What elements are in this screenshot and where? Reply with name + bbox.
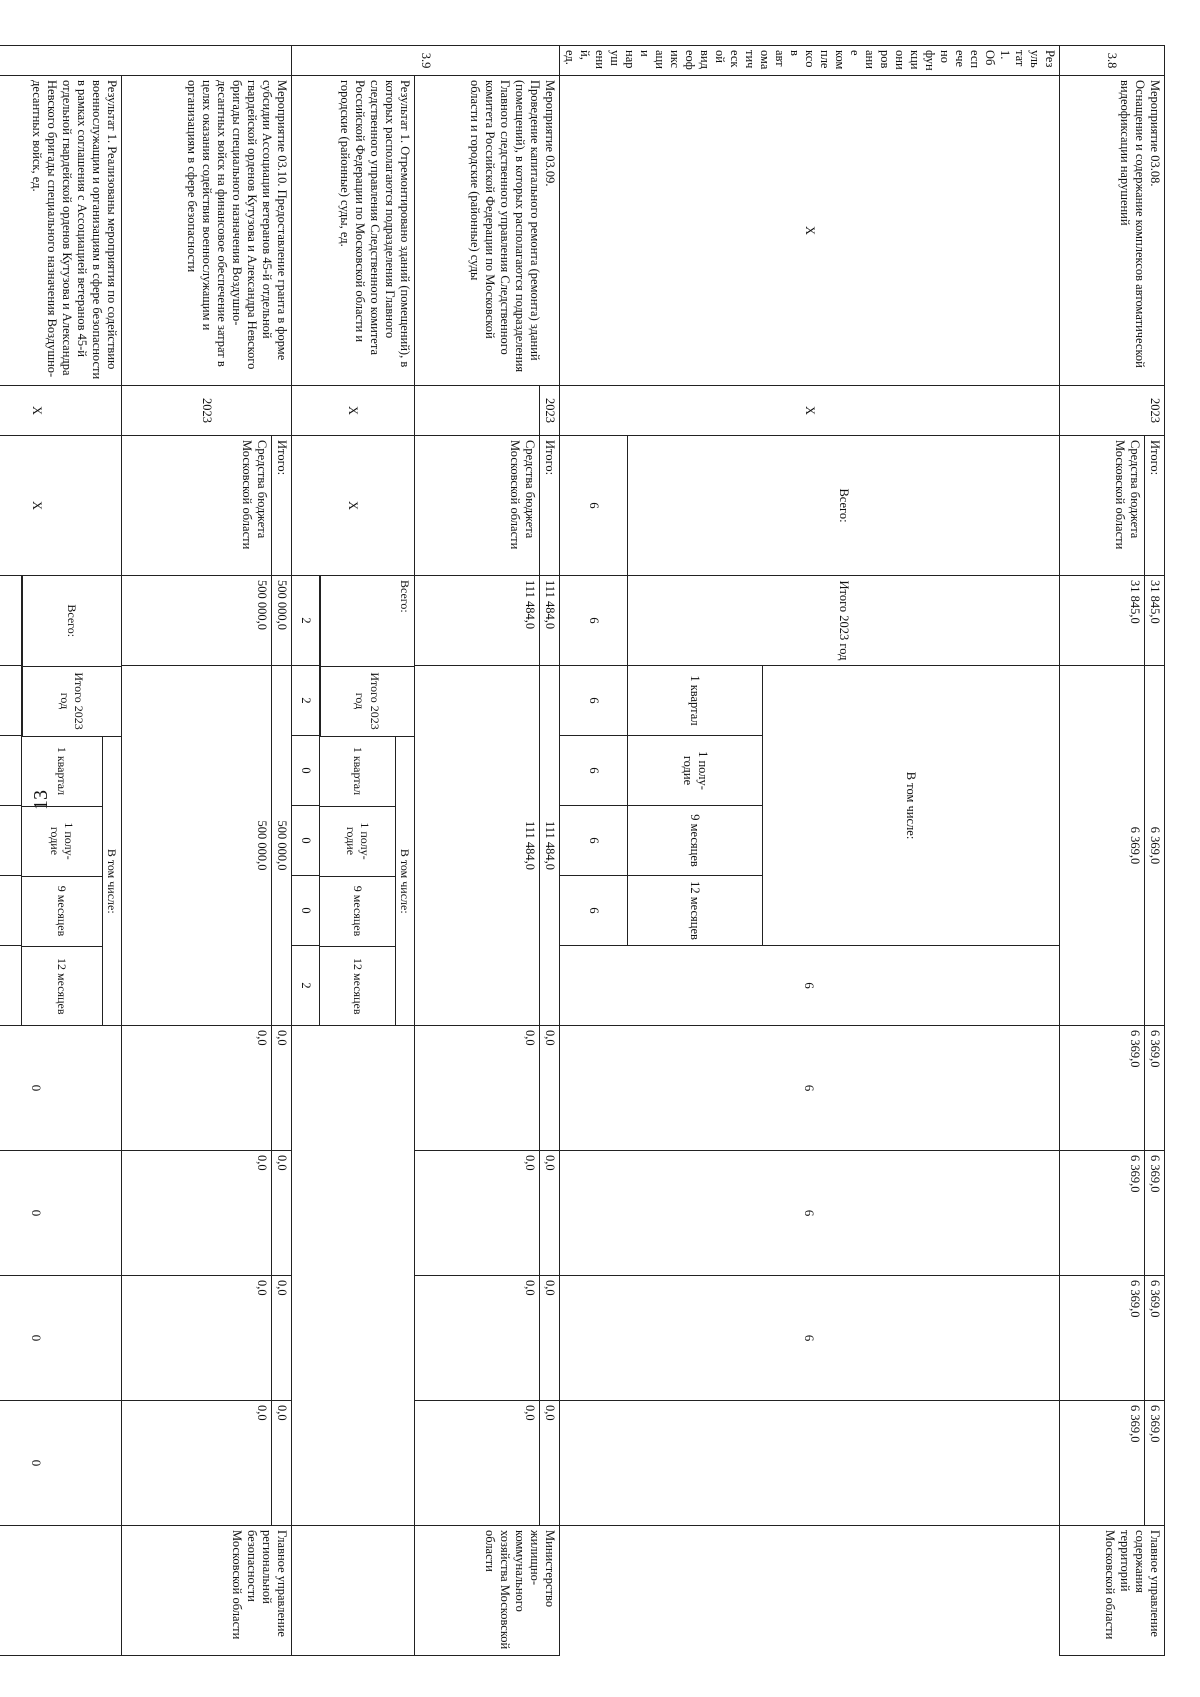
year-2024-value: 0,0 — [122, 1026, 272, 1151]
result-2027: 6 — [560, 1276, 1060, 1401]
year-2023-value: 500 000,0 — [122, 666, 272, 1026]
year-2024-value: 6 369,0 — [1145, 1026, 1165, 1151]
m9-label: 9 месяцев — [23, 876, 103, 946]
m9-label: 9 месяцев — [627, 806, 762, 876]
year-2027-value: 0,0 — [122, 1401, 272, 1526]
event-text: Мероприятие 03.10. Предоставление гранта в форме субсидии Ассоциации ветеранов 45-й отдельной гвардейской орденов Кутузова и Александра Невского бригады специального назначения Воздушно-десантных войск на финансовое обеспечение затрат в целях оказания содействия военнослужащим и организациям в сфере безопасности — [122, 76, 292, 386]
year-2026-value: 6 369,0 — [1145, 1276, 1165, 1401]
year-cell: 2023 — [122, 386, 292, 436]
result-h1 — [0, 806, 22, 876]
result-m9 — [0, 876, 22, 946]
year-2026-value: 6 369,0 — [1060, 1276, 1145, 1401]
q1-label: 1 квартал — [23, 736, 103, 806]
result-itogo: 6 — [560, 576, 628, 666]
executor-empty — [560, 1401, 1060, 1526]
total-value: 31 845,0 — [1145, 576, 1165, 666]
total-value: 111 484,0 — [415, 576, 540, 666]
year-2025-value: 6 369,0 — [1145, 1151, 1165, 1276]
total-value: 111 484,0 — [540, 576, 560, 666]
year-2024-value: 0,0 — [272, 1026, 292, 1151]
m12-label: 12 месяцев — [321, 946, 396, 1026]
result-itogo-label: Итого 2023 год — [23, 666, 122, 736]
result-x: X — [292, 436, 415, 576]
year-2023-value: 6 369,0 — [1060, 666, 1145, 1026]
result-2026: 0 — [0, 1276, 122, 1401]
result-subtable — [22, 576, 121, 1026]
year-cell: 2023 — [1060, 386, 1165, 436]
year-2026-value: 0,0 — [415, 1276, 540, 1401]
year-2026-value: 0,0 — [272, 1276, 292, 1401]
q1-label: 1 квартал — [627, 666, 762, 736]
result-m12 — [0, 946, 22, 1026]
year-2026-value: 0,0 — [540, 1276, 560, 1401]
total-value: 500 000,0 — [122, 576, 272, 666]
year-2025-value: 0,0 — [122, 1151, 272, 1276]
result-incl-label: В том числе: — [395, 736, 414, 1026]
result-x: X — [560, 76, 1060, 386]
executor: Министерство жилищно-коммунального хозяйства Московской области — [415, 1526, 560, 1656]
total-value: 500 000,0 — [272, 576, 292, 666]
result-all — [0, 576, 22, 666]
year-2023-value: 6 369,0 — [1145, 666, 1165, 1026]
result-breakdown — [320, 576, 415, 1026]
result-text: Результат 1. Отремонтировано зданий (помещений), в которых располагаются подразделения Главного следственного управления Следственного комитета Российской Федерации по Московской области и городские (районные) суды, ед. — [292, 76, 415, 386]
event-text: Мероприятие 03.09. Проведение капитального ремонта (ремонта) зданий (помещений), в которых располагаются подразделения Главного следственного управления Следственного комитета Российской Федерации по Московской области и городские (районные) суды — [415, 76, 560, 386]
total-label: Итого: — [272, 436, 292, 576]
year-2023-value: 111 484,0 — [540, 666, 560, 1026]
year-2025-value: 0,0 — [540, 1151, 560, 1276]
result-subtable — [320, 576, 414, 1026]
result-q1: 6 — [560, 666, 628, 736]
table-row — [22, 46, 122, 1656]
result-x: X — [0, 436, 122, 576]
result-breakdown — [22, 576, 122, 1026]
result-all-label: Всего: — [627, 436, 1059, 576]
total-value: 31 845,0 — [1060, 576, 1145, 666]
result-2027: 0 — [0, 1401, 122, 1526]
result-m9: 6 — [560, 806, 628, 876]
result-2025: 6 — [560, 1026, 1060, 1151]
row-number — [0, 46, 292, 76]
year-2027-value: 0,0 — [272, 1401, 292, 1526]
year-2026-value: 0,0 — [122, 1276, 272, 1401]
year-2023-value: 111 484,0 — [415, 666, 540, 1026]
table-row — [1145, 46, 1165, 1656]
total-label: Итого: — [540, 436, 560, 576]
result-h1: 0 — [292, 806, 320, 876]
funding-source: Средства бюджета Московской области — [1060, 436, 1145, 576]
table-row — [272, 46, 292, 1656]
result-m9: 0 — [292, 876, 320, 946]
executor-empty — [292, 1526, 415, 1656]
year-2025-value: 0,0 — [272, 1151, 292, 1276]
year-2025-value: 0,0 — [415, 1151, 540, 1276]
result-x: X — [560, 386, 1060, 436]
year-2024-value: 0,0 — [415, 1026, 540, 1151]
result-x: X — [292, 386, 415, 436]
year-cell: 2023 — [540, 386, 560, 436]
funding-source: Средства бюджета Московской области — [122, 436, 272, 576]
h1-label: 1 полу-годие — [321, 806, 396, 876]
year-2027-value: 6 369,0 — [1145, 1401, 1165, 1526]
year-2024-value: 0,0 — [540, 1026, 560, 1151]
result-2024: 0 — [0, 1026, 122, 1151]
result-2026: 6 — [560, 1151, 1060, 1276]
funding-source: Средства бюджета Московской области — [415, 436, 540, 576]
total-label: Итого: — [1145, 436, 1165, 576]
m9-label: 9 месяцев — [321, 876, 396, 946]
executor: Главное управление региональной безопасности Московской области — [122, 1526, 292, 1656]
result-itogo — [0, 666, 22, 736]
year-2024-value: 6 369,0 — [1060, 1026, 1145, 1151]
activities-table — [0, 45, 1165, 1656]
year-2025-value: 6 369,0 — [1060, 1151, 1145, 1276]
result-itogo: 2 — [292, 666, 320, 736]
result-all-label: Всего: — [23, 576, 122, 666]
result-q1: 0 — [292, 736, 320, 806]
row-number: 3.9 — [292, 46, 560, 76]
result-m12: 6 — [560, 876, 628, 946]
result-all: 2 — [292, 576, 320, 666]
result-incl-label: В том числе: — [102, 736, 121, 1026]
year-2023-value: 500 000,0 — [272, 666, 292, 1026]
result-text: Результат 1. Реализованы мероприятия по содействию военнослужащим и организациям в сфере безопасности в рамках соглашения с Ассоциацией ветеранов 45-й отдельной гвардейской орденов Кутузова и Александра Невского бригады специального назначения Воздушно-десантных войск, ед. — [0, 76, 122, 386]
result-empty — [292, 1026, 415, 1526]
h1-label: 1 полу-годие — [23, 806, 103, 876]
result-all: 6 — [560, 436, 628, 576]
year-2027-value: 0,0 — [540, 1401, 560, 1526]
page-number: 13 — [30, 790, 52, 810]
m12-label: 12 месяцев — [23, 946, 103, 1026]
executor-empty — [0, 1526, 122, 1656]
year-2027-value: 0,0 — [415, 1401, 540, 1526]
result-2025: 0 — [0, 1151, 122, 1276]
q1-label: 1 квартал — [321, 736, 396, 806]
result-text: Результат 1. Обеспечено функционирование комплексов автоматической видеофиксации нарушений, ед. — [560, 46, 1060, 76]
result-2024: 6 — [560, 946, 1060, 1026]
table-row — [540, 46, 560, 1656]
result-itogo-label: Итого 2023 год — [321, 666, 415, 736]
result-x: X — [0, 386, 122, 436]
result-q1 — [0, 736, 22, 806]
year-cell-empty — [415, 386, 540, 436]
result-h1: 6 — [560, 736, 628, 806]
row-number: 3.8 — [1060, 46, 1165, 76]
event-text: Мероприятие 03.08. Оснащение и содержание комплексов автоматической видеофиксации нарушений — [1060, 76, 1165, 386]
year-2027-value: 6 369,0 — [1060, 1401, 1145, 1526]
table-row — [762, 46, 1059, 1656]
table-row — [320, 46, 415, 1656]
result-m12: 2 — [292, 946, 320, 1026]
executor: Главное управление содержания территорий Московской области — [1060, 1526, 1165, 1656]
h1-label: 1 полу-годие — [627, 736, 762, 806]
result-itogo-label: Итого 2023 год — [627, 576, 1059, 666]
result-all-label: Всего: — [321, 576, 415, 666]
result-incl-label: В том числе: — [762, 666, 1059, 946]
m12-label: 12 месяцев — [627, 876, 762, 946]
